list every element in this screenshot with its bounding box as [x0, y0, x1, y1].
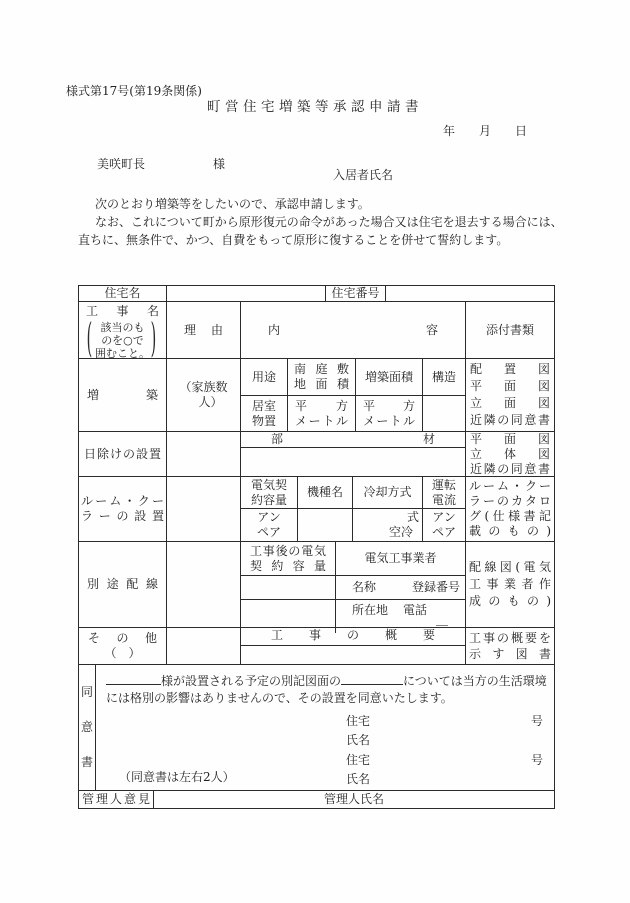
consent-note: （同意書は左右2人）: [119, 770, 235, 784]
construction-note-line: 囲むこと。: [95, 347, 150, 360]
consent-item-fill[interactable]: [341, 672, 403, 685]
extension-reason-line2: 人）: [198, 395, 223, 409]
date-line: 年 月 日: [443, 124, 528, 138]
construction-name-header: 工事名: [86, 304, 159, 318]
address-label: 所在地: [352, 603, 389, 617]
other-label-paren: （ ）: [104, 646, 141, 660]
construction-note: [79, 317, 166, 364]
post-capacity-label: 契約容量: [250, 558, 326, 573]
row-housing: [79, 286, 554, 302]
unit-square-meter: メートル: [295, 413, 348, 428]
consent-label-char: 同: [80, 685, 93, 699]
cooling-type-suffix: 式: [406, 510, 419, 524]
other-reason-field[interactable]: [167, 628, 241, 664]
attachment-item: ルーム・クー: [469, 479, 551, 493]
row-table-header: [79, 302, 554, 364]
post-capacity-field[interactable]: [241, 576, 336, 599]
structure-field[interactable]: [423, 396, 465, 431]
manager-opinion-label: 管理人意見: [82, 792, 150, 806]
site-area-label: 南庭敷: [294, 362, 349, 376]
attachment-item: 平面図: [470, 431, 550, 446]
phone-label: 電話: [403, 603, 428, 617]
attachment-item: 工事業者作: [469, 577, 551, 591]
unit-square-meter: 平方: [295, 398, 348, 413]
body-paragraph-1: 次のとおり増築等をしたいので、承認申請します。: [95, 197, 370, 211]
consent-vertical-label: [79, 665, 95, 790]
material-field[interactable]: [241, 448, 465, 476]
manager-name-label: 管理人氏名: [323, 792, 384, 806]
consent-sentence-1: 様が設置される予定の別記図面の: [161, 674, 342, 688]
attachment-item: 成のもの): [469, 594, 551, 608]
row-consent: [79, 665, 554, 791]
work-summary-label: 工事の概要: [271, 628, 435, 642]
housing-name-label: 住宅名: [104, 286, 141, 300]
addressee-row: [97, 157, 225, 172]
attachment-item: 載のもの): [469, 524, 551, 538]
contractor-label: 電気工事業者: [364, 551, 437, 565]
contract-capacity-label: 電気契: [250, 477, 287, 492]
other-label: その他: [88, 631, 157, 645]
wiring-reason-field[interactable]: [167, 542, 241, 627]
attachments-header: 添付書類: [485, 322, 534, 337]
consent-label-char: 書: [80, 755, 93, 769]
attachment-item: 近隣の同意書: [470, 413, 550, 427]
cooler-label: ルーム・クー: [81, 494, 164, 508]
row-wiring: [79, 542, 554, 632]
consent-statement: [96, 665, 554, 707]
cooler-reason-field[interactable]: [167, 477, 241, 541]
work-summary-field[interactable]: [241, 646, 465, 664]
model-field[interactable]: [298, 509, 353, 541]
attachment-item: グ(仕様書記: [469, 509, 551, 523]
body-text: [78, 195, 572, 249]
wiring-label: 別途配線: [87, 577, 158, 591]
consent-name-label: 氏名: [346, 772, 371, 786]
consent-unit-label: 号: [531, 714, 544, 728]
ampere-unit: ペア: [256, 525, 281, 539]
housing-number-label: 住宅番号: [331, 286, 380, 300]
contractor-name-label: 名称: [352, 580, 377, 594]
addressee-honorific: 様: [213, 157, 226, 171]
contract-capacity-label: 約容量: [250, 492, 287, 507]
ampere-unit: アン: [432, 510, 456, 524]
consent-name-label: 氏名: [346, 733, 371, 747]
housing-number-field[interactable]: [386, 286, 554, 301]
consent-housing-label: 住宅: [346, 714, 371, 728]
operating-current-label: 運転: [431, 477, 456, 492]
phone-dash: ―: [436, 618, 448, 632]
page-title: 町営住宅増築等承認申請書: [207, 99, 423, 115]
attachment-item: 平面図: [470, 379, 550, 393]
cooling-method-label: 冷却方式: [363, 485, 412, 499]
reason-header: 理由: [184, 322, 223, 337]
row-cooler: [79, 477, 554, 542]
site-area-label: 地面積: [294, 377, 349, 391]
attachment-item: 立体図: [470, 446, 550, 461]
consent-name-fill[interactable]: [106, 672, 161, 685]
row-other: [79, 628, 554, 665]
consent-label-char: 意: [80, 720, 93, 734]
housing-name-field[interactable]: [167, 286, 326, 301]
cooler-label: ラーの設置: [81, 509, 164, 523]
form-number: 様式第17号(第19条関係): [66, 84, 202, 98]
extension-reason-line1: （家族数: [179, 380, 228, 394]
consent-housing-label: 住宅: [346, 753, 371, 767]
attachment-item: 立面図: [470, 396, 550, 410]
paren-close: ): [150, 317, 157, 364]
cooling-type-value: 空冷: [388, 525, 413, 539]
ampere-unit: ペア: [431, 525, 456, 539]
attachment-item: ラーのカタロ: [469, 494, 551, 508]
unit-square-meter: メートル: [363, 413, 415, 428]
consent-sentence-2: については当方の生活環境には格別の影響はありませんので、その設置を同意いたします。: [106, 674, 547, 705]
material-label: 部材: [271, 432, 435, 446]
application-table: [78, 285, 555, 809]
extension-area-label: 増築面積: [364, 369, 413, 384]
row-extension: [79, 359, 554, 432]
attachment-item: 配置図: [470, 362, 550, 376]
attachment-item: 示す図書: [469, 647, 551, 661]
construction-note-line: 該当のも: [100, 321, 145, 334]
registration-number-label: 登録番号: [412, 580, 461, 594]
applicant-name-label: 入居者氏名: [333, 168, 394, 182]
attachment-item: 近隣の同意書: [470, 461, 550, 476]
operating-current-label: 電流: [431, 492, 456, 507]
row-awning: [79, 432, 554, 477]
addressee-name: 美咲町長: [97, 157, 146, 171]
body-paragraph-2: なお、これについて町から原形復元の命令があった場合又は住宅を退去する場合には、直ちに、無条件で、かつ、自費をもって原形に復することを併せて誓約します。: [78, 215, 563, 247]
usage-option-living: 居室: [251, 398, 276, 413]
construction-note-line: のを○で: [101, 334, 144, 347]
ampere-unit: アン: [257, 510, 281, 524]
unit-square-meter: 平方: [363, 398, 415, 413]
usage-option-storage: 物置: [251, 413, 276, 428]
model-label: 機種名: [306, 485, 343, 499]
content-header: 内容: [268, 322, 438, 337]
structure-label: 構造: [431, 369, 456, 384]
attachment-item: 配線図(電気: [469, 560, 551, 574]
row-manager: [79, 791, 554, 808]
awning-reason-field[interactable]: [167, 432, 241, 476]
attachment-item: 工事の概要を: [469, 631, 551, 645]
awning-label: 日除けの設置: [84, 446, 161, 461]
paren-open: (: [86, 317, 93, 364]
post-capacity-label: 工事後の電気: [250, 543, 326, 558]
usage-label: 用途: [251, 369, 276, 384]
consent-unit-label: 号: [531, 753, 544, 767]
extension-label: 増築: [87, 387, 158, 402]
